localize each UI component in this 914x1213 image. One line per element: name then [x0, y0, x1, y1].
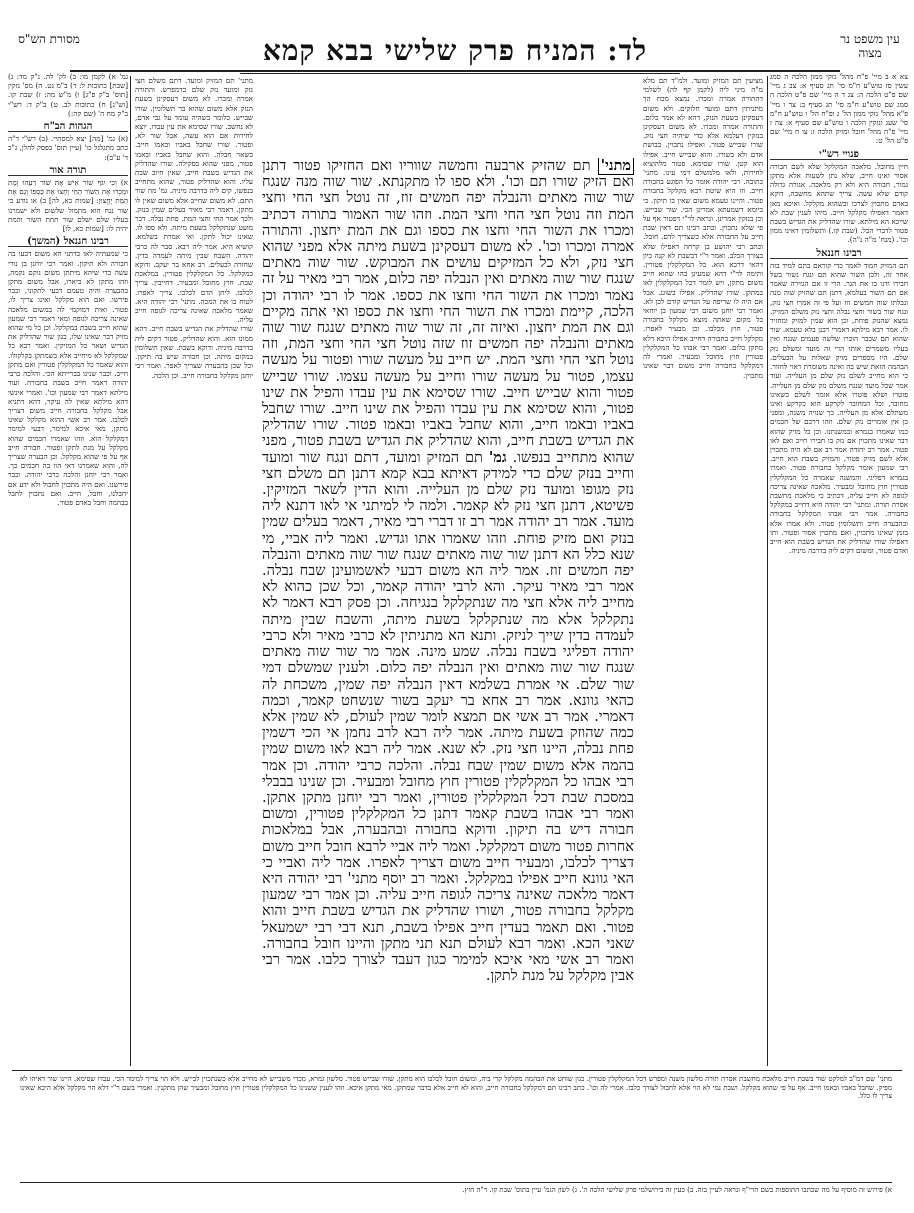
torah-or-text: א) וְכִי יִגֹּף שׁוֹר אִישׁ אֶת שׁוֹר רֵעֵהוּ וָמֵת וּמָכְרוּ אֶת הַשּׁוֹר הַחַי וְחָצוּ אֶת כַּסְפּוֹ וְגַם אֶת הַמֵּת יֶחֱצוּן: [שמות כא, לה] ב) או נודע כי שור נגח הוא מתמול שלשום ולא ישמרנו בעליו שלם ישלם שור תחת השור והמת יהיה לו: [שמות כא, לו] [8, 178, 128, 234]
gemara-text: תם המזיק ומועד, דתם ונגח שור ומועד וחייב בנזק שלם כדי למידק דאיתא בבא קמא דתנן תם משלם חצי נזק מגופו ומועד נזק שלם מן העלייה. והוא הדין לשאר המזיקין. פשיטא, דתנן חצי נזק לא קאמר. ולמה לי למיתני אי לאו דתנא ליה מועד. אמר רב יהודה אמר רב זו דברי רבי מאיר, דאמר בעלים שמין בנזק ואם מזיק פוחת. וזהו שאמרו אתו וגדיש. ואמר ליה אביי, מי שנא כלל הא דתנן שור שוה מאתים שנגח שור שוה מאתים והנבלה יפה חמשים זוז. אמר ליה הא משום דבעי לאשמועינן שבח נבלה. אמר רבי מאיר עיקר. והא לרבי יהודה קאמר, וכל שכן כהוא לא מחייב ליה אלא חצי מה שנתקלקל בנגיחה. וכן פסק רבא דאמר לא נתקלקל אלא מה שנתקלקל בשעת מיתה, והשבח שבין מיתה לעמדה בדין שייך לניזק. ותנא הא מתניתין לא כרבי מאיר ולא כרבי יהודה דפליגי בשבח נבלה. שמע מינה. אמר מר שור שוה מאתים שנגח שור שוה מאתים ואין הנבלה יפה כלום. ולענין שמשלם דמי שור שלם. אי אמרת בשלמא דאין הנבלה יפה שמין, משכחת לה כהאי גוונא. אמר רב אחא בר יעקב בשור שנשחט קאמר, וכמה דאמרי. אמר רב אשי אם תמצא לומר שמין לעולם, לא שמין אלא כמה שהוזק בשעת מיתה. אמר ליה רבא לרב נחמן אי הכי דשמין פחת נבלה, היינו חצי נזק. לא שנא. אמר ליה רבא לאו משום שמין בהמה אלא משום שמין שבח נבלה. והלכה כרבי יהודה. וכן אמר רבי אבהו כל המקלקלין פטורין חוץ מחובל ומבעיר. וכן שנינו בבבלי במסכת שבת דכל המקלקלין פטורין, ואמר רבי יוחנן מתקן אתקן. ואמר רבי אבהו בשבת קאמר דתנן כל המקלקלין פטורין, ומשום חבורה דיש בה תיקון. ודוקא בחבורה ובהבערה, אבל במלאכות אחרות פטור משום דמקלקל. ואמר ליה אביי לרבא חובל חייב משום דצריך לכלבו, ומבעיר חייב משום דצריך לאפרו. אמר ליה ואביי כי האי גוונא חייב אפילו במקלקל. ואמר רב יוסף מתני' רבי יהודה היא דאמר מלאכה שאינה צריכה לגופה חייב עליה. וכן אמר רבי שמעון מקלקל בחבורה פטור, ושורו שהדליק את הגדיש בשבת חייב והוא פטור. ואם תאמר בעדין חייב אפילו בשבת, תנא דבי רבי ישמעאל שאני הכא. ואמר רבא לעולם תנא תני מתקן והיינו חובל בחבורה. ואמר רב אשי מאי איכא למימר כגון דעבד לצורך כלבו. אמר רבי אבין מקלקל על מנת לתקן. [262, 449, 634, 985]
bottom-rule [12, 1070, 902, 1071]
page-title: לד: המניח פרק שלישי בבא קמא [262, 34, 648, 67]
hagahot-title: הגהות הב"ח [8, 122, 128, 132]
column-divider-1 [130, 76, 131, 1066]
header-rule-sub [240, 73, 680, 74]
gemara-block [262, 158, 634, 1058]
rashi-text: מתני' תם המזיק ומועד. דתם משלם חצי נזק ומועד נזק שלם כדמפרש. והתורה אמרה ומכרו. לא משום דעסקינן בשעת הנזק אלא משום שהוא בר תשלומין. שורו שבייש. כלומר כשהיה עומד על גבי אדם, לא נחשב. שורו שסימא את עין עבדו. יוצא לחירות אם הוא עשה, אבל שור לא, ופטור. שורו שחבל באביו ובאמו חייב. כשאר חבלה. והוא שחבל באביו ובאמו פטור, מפני שהוא בסקילה. שורו שהדליק את הגדיש בשבת חייב, שאין חיוב שבת עליו. והוא שהדליק פטור, שהוא מתחייב בנפשו, קים ליה בדרבה מיניה. גמ' מה שור התם. לא משום שחייב אלא משום שאין לו מתקן. דאמר רבי מאיר בעלים שמין בנזק. ולכך אמר החי וחצי המת. פחת נבלה. דבר מועט שנתקלקל בשעת מיתה. ולא ספו לו. שאינו יכול לתקן. ואי אמרת בשלמא. קושיא היא. אמר ליה רבא. סבר לה כרבי יהודה. השבח שבין מיתה לעמדה בדין. שחזרה לבעלים. רב אחא בר יעקב. ודוקא במקלקל. כל המקלקלין פטורין. במלאכת שבת. חוץ מחובל ומבעיר. דחייבין. צריך לכלבו. ליתן הדם לכלבו. צריך לאפרו. לטוח בו את המכה. מתני' רבי יהודה היא. שאמר מלאכה שאינה צריכה לגופה חייב עליה. [135, 76, 253, 325]
column-divider-2 [767, 76, 768, 1066]
rashi-column [135, 76, 253, 1066]
rashi-box-text: חיין מחובל. מלאכה המקלקל שלא לשם חבורה אסור ואינו חייב, שלא נתן לשעות אלא מתקן גמור, חבורה היא ולא רק מלאכה. אגורה גדולה קודם שלא עשה. צריך שתהא מחשבה, דוקא באדם מתכוין לצרכו וכשהוא מקלקל. ואיכא מאן דאמר דאפילו מקלקל חייב. מיהו לענין שבת לא שייכא הא מילתא. שורו שהדליק את הגדיש בשבת פטור לדברי הכל. (שבת קו.) ותשלומין דאינו ממון וכו'. (מנח' מ"ה נ"ה). [770, 161, 908, 245]
rabbeinu-title: רבינו חננאל [770, 249, 908, 259]
tosafot-column [643, 76, 763, 1066]
footnote-rule [20, 1182, 892, 1183]
rabbeinu-cont-title: רבינו חננאל (המשך) [8, 237, 128, 247]
ein-mishpat-column [770, 72, 908, 1072]
footnote-notes-text: א) פירוש זה מוסיף על מה שכתבו התוספות בשם הרי"ף ונראה לעיין בזה. ב) כעין זה בירושלמי פרק שלישי הלכה ה'. ג) לשון הגמ' עיין בתוס' שבת קו. ד"ה חוץ. [462, 1186, 892, 1194]
rabbeinu-cont-text: כי שמעתיה לאו כדתני הא משום דבעו בה חבורה ולא תיקון. ואמר רבי יוחנן בן נורי עשה כדי שיהא מיתתן משום נוקם נקמה, וזהו מתקן לא ביארו, אבל משום מתקן בהבערה והיה טעמם דבעי לתקוני, וכבר פירשו. ואם הוא מקלקל ואינו צריך לו, פטור. ואית דמוקמי לה במשום מלאכה שאינה צריכה לגופה ומאי דאמר רבי שמעון שהוא חייב בשבת במקלקל. וכן כל מי שהוא מזיק דבר שאינו שלו, כגון שור שהדליק את הגדיש ושאר כל המזיקין. ואמר רבא כל שמקלקל לא מיחייב אלא כשמתקן בקלקולו. והוא שאמר כל המקלקלין פטורין ואם מתקן חייב. וכבר שנינו בברייתא הכי. והלכה כרבי יהודה דאמר חייב בשבת בחבורה. ועוד מילתא דאמר רבי שמעון וכו'. ואמרי אינשי דהא מילתא שאין לה עיקר, דהא דתניא אבל מקלקל בחבורה חייב משום דצריך לכלבו. אמר רב אשי ההוא מקלקל שאינו מתקן, מאי איכא למימר, דבעי למימר דמקלקל הוא. וזהו שאמרו חכמים שהוא מקלקל על מנת לתקן ופטור. חבורה חייב אף על פי שהוא מקלקל. וכן הבערה שצריך לה, והוא שאמרנו דאי הוו בה חכמים כך. ואמר רבי יוחנן והלכה כרבי יהודה. וכבר פירשנו. ואם היה מתכוין לחבול ולא ידע אם יחבלנו, וחבל, חייב. ואם נתכוין לחבל בבהמה וחבל באדם פטור. [8, 249, 128, 507]
mishnah-text: תם שהזיק ארבעה וחמשה שווריו ואם החזיקו פטור דתנן ואם הזיק שורו תם וכו'. ולא ספו לו מתקנתא. שור שוה מנה שנגח שור שוה מאתים והנבלה יפה חמשים זוז, זה נוטל חצי החי וחצי המת וזה נוטל חצי החי וחצי המת. וזהו שור האמור בתורה דכתיב ומכרו את השור החי וחצו את כספו וגם את המת יחצון. והתורה אמרה ומכרו וכו'. לא משום דעסקינן בשעת מיתה אלא מפני שהוא חצי נזק, ולא כל המזיקים עושים את המבוקש. שור שוה מאתים שנגח שור שוה מאתים ואין הנבלה יפה כלום, אמר רבי מאיר על זה נאמר ומכרו את השור החי וחצו את כספו. אמר לו רבי יהודה וכן הלכה, קיימת ומכרו את השור החי וחצו את כספו ואי אתה מקיים וגם את המת יחצון. ואיזה זה, זה שור שוה מאתים שנגח שור שוה מאתים והנבלה יפה חמשים זוז שזה נוטל חצי החי וחצי המת, וזה נוטל חצי החי וחצי המת. יש חייב על מעשה שורו ופטור על מעשה עצמו, פטור על מעשה שורו וחייב על מעשה עצמו. שורו שבייש פטור והוא שבייש חייב. שורו שסימא את עין עבדו והפיל את שינו פטור, והוא שסימא את עין עבדו והפיל את שינו חייב. שורו שחבל באביו ובאמו חייב, והוא שחבל באביו ובאמו פטור. שורו שהדליק את הגדיש בשבת חייב, והוא שהדליק את הגדיש בשבת פטור, מפני שהוא מתחייב בנפשו. [262, 158, 634, 466]
torah-or-title: תורה אור [8, 166, 128, 176]
mishnah-opening: מתני' [598, 158, 634, 175]
footnote-notes [20, 1186, 892, 1208]
rabbeinu-text: תם המזיק חמוד לאמר כדי קוראם בתם למיד בזה אחר זה, ולכן השור שהוא תם ונגח נשור בשל חבירו ודנו בו את הגר. הרי זו אם הגזירה שאמר אם תם השור בעלמא, דתנן תם שהזיק שוה מנה ונבלתו שוה חמשים זוז ועל פי זה אמרו חצי נזק, ונגח שור בשור וחצי נבלה וחצי נזק משלם המזיק. נמצא שהנזק פוחת, וכן הוא שמין למזיק ומחזיר לו. אמר רבא מילתא דאמרי רבנן בלא טעמא. שור שהוא תם שכבר הוכרו שלשה פעמים שנגח ואין בעליו משמרים אותו הרי זה מועד ומשלם נזק שלם. היו מספרים מזיק שאלות על הבעלים. הבהמה הזאת שיש בה ואינה משומרת ראוי לחזור. כי הוא מחייב לשלם נזק שלם מן העלייה. ועוד אמר שכל מועד שנגח משלם נזק שלם מן העלייה. פוטרו ושלא פוטרו אלא אומר לשלם כשאינו מחובר, וכל המחובר לקרקע הוא כקרקע ואינו משתלם אלא מן העלייה. כך שנויה משנה, ומפני כן אין אומרים נזק שלם. וזהו דרכם של חכמים כמו שאמרו בגמרא ובמשנתנו. וכן כל מזיק שהוא דבר שאינו מתכוין אם נזק בו חבירו חייב ואם לאו פטור. אמר רב יהודה אמר רב אם לא היה מתכוין אלא לשם מזיק פטור, והמזיק בשבת הוא חייב. רבי שמעון אומר מקלקל בחבורה פטור. ואמרו בגמרא דפליגי. והמשנה שאמרה כל המקלקלין פטורין חוץ מחובל ומבעיר. מלאכה שאינה צריכה לגופה לא חייב עליה, דכתיב כי מלאכת מחשבת אסרה תורה. ומתני' רבי יהודה היא דחייב במקלקל בחבורה. אמר רבי אבהו המקלקל בחבורה ובהבערה חייב ותשלומין פטור. ולא אמרו אלא בזמן שאינו מתכוין, ואם מתכוין אסור ופטור. ותו דאפילו שורו שהדליק את הגדיש בשבת הוא חייב ואדם פטור, ומשום דקים ליה בדרבה מיניה. [770, 260, 908, 556]
gemara-title: גמ' [488, 448, 507, 466]
header-rule [70, 70, 840, 72]
footnotes-bottom-text: מתני' שם דמ"ב למלקט שור בשבת חייב מלאכת מחשבת אסרה תורה מלשון משנה ומפרש דכל המקלקלין פטורין. כגון שוחט את הבהמה מקלקל קרי ביה, ומשום חובל לכלבו הוא מתקן. שורו שבייש פטור. מלשון גמרא, מכדי משבייש לא מחייב אלא כשנתכוין לבייש. ולא הוי צריך למימר הכי. עבדו שסימא. היינו שור דאיהו לא מפיק. שחבל באביו ובאמו חייב. אף על פי שהוא מקלקל. ושבת נמי לא הוי אלא לחבול לצורך כלבו. אמרי לה וכו'. כתב רבינו תם דמקלקל בחבורה חייב, והוא לא חייב אלא בדבר שמתקן. מאי מתקן איכא. וזהו לענין ששנינו כל המקלקלין פטורין חוץ מחובל ומבעיר שהן מתקנין. ואמרי בשם ר"י דלא הוי מקלקל אלא היכא שאינו צריך לו כלל. [20, 1075, 892, 1101]
rashi-cont: שורו שהדליק את הגדיש בשבת חייב. דהא ממונו הוא. והוא שהדליק. פטור דקים ליה בדרבה מיניה. ודוקא בשבת. שאין תשלומין במקום מיתה. וכן חבורה שיש בה תיקון. וכל שכן בהבערה שצריך לאפר. ואמר רבי יוחנן מקלקל בחבורה חייב. וכן הלכה. [135, 324, 253, 380]
masoret-column [8, 72, 128, 1072]
hagahot-text: (א) גמ' [מה] יצא למסתיי. (ב) רש"י ד"ה כתב מתגלגל כו' (עיין תוס' בפסק להלן, ג"כ ד' ע"ב): [8, 134, 128, 162]
masoret-text: גמ' א) לקמן מו: ב) לק' לה. נ"ק מד: ג) [שבת] כתובות ל: ד) ב"מ נט. ה) מס' נזקין [תוס' ב"ק פ"ג] ו) מ"ש מה: ז) שבת קו. [וש"נ] ח) כתובות לב. ט) ב"ק ד: רש"י ב"ק מח ה' (שם קה:) [8, 72, 128, 118]
ein-mishpat-header: עין משפט נר מצוה [840, 32, 900, 60]
ein-mishpat-text: צא א ב מיי' פ"ח מהל' נזקי ממון הלכה ה סמג עשין סז טוש"ע ח"מ סי' תג סעיף א: צב ג מיי' שם פ"ט הלכה ה: צג ד ה מיי' שם פ"ט הלכה ה סמג שם טוש"ע ח"מ סי' תג סעיף ב: צד ו מיי' פ"א מהל' נזקי ממון הל' ג ופ"ח הל' ו טוש"ע ח"מ סי' שעג ונזקין הלכה ו טוש"ע שם סעיף א: צה ז מיי' פ"ה מהל' חובל ומזיק הלכה ז: צו ח מיי' שם פ"ט הל' ט: [770, 72, 908, 146]
masoret-header: מסורת הש"ס [18, 32, 80, 46]
rashi-box-title: פנויי רש"י [770, 150, 908, 160]
footnotes-block [20, 1075, 892, 1179]
tosafot-text: מציעין תם המזיק ומועד. ולמ"ד תם מלא מ"ה מיני ליה (לקמן קף לה) לשלמי דהתורה אמרה ומכרו. נמצא מכח הך מתניתין דתם ומועד חלוקים. ולא משום דעסקינן בשעת הנזק, דהא לא אמר כלום. והתורה אמרה ומכרו. לא משום דעסקינן בנזקין דעלמא אלא כדי שיהיה חצי נזק. שורו שבייש פטור. ואפילו נתכוין. בבושת אדם ולא בשורו. והוא שבייש חייב. אפילו הוא קטן. שורו שסימא. פטור מלהוציא לחירות, ולאו מלמשלם דמי עינו. מתני' כתובה. רבי יהודה אומר כל הפוגע בחבורה חייב. וזו היא שיטת רבא מקלקל בחבורה פטור. והיינו טעמא משום שאין בו תיקון. כי ביומא דשמעתא אמרינן הכי. שור שבייש. וכן בנזקין אמרינן. ונראה לר"י דפטור אף על פי שלא נתכוין. וכתב רבינו תם דאין שבת חייב על החבורה אלא כשצריך לדם. חובל. וכתב רבי יהושע בן קרחה דאפילו שלא בצורך הכלב. ואמר ר"י דבשבת לא קנה כיון דהאי דרכא הוא. כל המקלקלין פטורין. ותימה לר"י דהא שמעינן בהו שהוא חייב משום מתקן, ויש לומר דכל המקלקלין לאו במתקן. שורו שהדליק. אפילו בשוגג. אבל אם היה לו שריפה על הגדיש קודם לכן לא. ואמר רבי יוחנן משום רבי שמעון בן יוחאי כל מקום שאתה מוצא מקלקל בחבורה פטור, חוץ מכלבו. וכן מבעיר לאפרו. מקלקל חייב בחבורה דחייב אפילו היכא דלא מתקן כלום. ואמר רבי אבהו כל המקלקלין פטורין חוץ מחובל ומבעיר. ואמרי לה דמקלקל בחבורה חייב משום דבר שאינו מתכוין. [643, 76, 763, 380]
